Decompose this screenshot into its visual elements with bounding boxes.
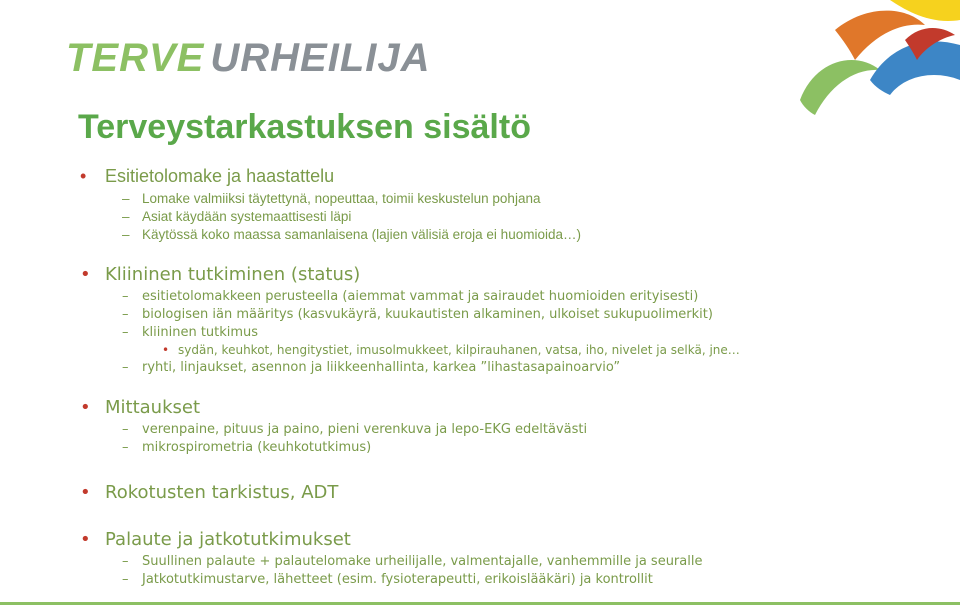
list-subitem: • sydän, keuhkot, hengitystiet, imusolmukkeet, kilpirauhanen, vatsa, iho, nivelet ja selkä, jne… — [80, 342, 940, 359]
list-item: – kliininen tutkimus — [80, 324, 940, 342]
brand-logo — [66, 36, 431, 81]
list-item: – mikrospirometria (keuhkotutkimus) — [80, 439, 940, 457]
list-item: – Käytössä koko maassa samanlaisena (lajien välisiä eroja ei huomioida…) — [80, 226, 940, 244]
logo-word-terve: TERVE — [66, 36, 205, 80]
list-item: – biologisen iän määritys (kasvukäyrä, kuukautisten alkaminen, ulkoiset sukupuolimerkit) — [80, 306, 940, 324]
list-item: – verenpaine, pituus ja paino, pieni verenkuva ja lepo-EKG edeltävästi — [80, 421, 940, 439]
list-item: – Jatkotutkimustarve, lähetteet (esim. fysioterapeutti, erikoislääkäri) ja kontrollit — [80, 571, 940, 589]
green-swoosh — [800, 60, 880, 115]
list-item: – Suullinen palaute + palautelomake urheilijalle, valmentajalle, vanhemmille ja seuralle — [80, 553, 940, 571]
section-heading: • Mittaukset — [80, 396, 940, 420]
logo-word-urheilija: URHEILIJA — [210, 36, 431, 80]
content-list — [80, 164, 940, 589]
section-esitietolomake — [80, 164, 940, 244]
list-item: – ryhti, linjaukset, asennon ja liikkeenhallinta, karkea ”lihastasapainoarvio” — [80, 359, 940, 377]
section-heading: • Kliininen tutkiminen (status) — [80, 263, 940, 287]
section-heading: • Palaute ja jatkotutkimukset — [80, 528, 940, 552]
section-rokotukset — [80, 481, 940, 505]
section-mittaukset — [80, 396, 940, 457]
corner-decoration — [795, 0, 960, 120]
page-title: Terveystarkastuksen sisältö — [78, 108, 531, 146]
list-item: – esitietolomakkeen perusteella (aiemmat vammat ja sairaudet huomioiden erityisesti) — [80, 288, 940, 306]
section-heading: • Esitietolomake ja haastattelu — [80, 164, 940, 188]
section-palaute — [80, 528, 940, 589]
section-heading: • Rokotusten tarkistus, ADT — [80, 481, 940, 505]
list-item: – Lomake valmiiksi täytettynä, nopeuttaa, toimii keskustelun pohjana — [80, 190, 940, 208]
list-item: – Asiat käydään systemaattisesti läpi — [80, 208, 940, 226]
section-kliininen — [80, 263, 940, 377]
